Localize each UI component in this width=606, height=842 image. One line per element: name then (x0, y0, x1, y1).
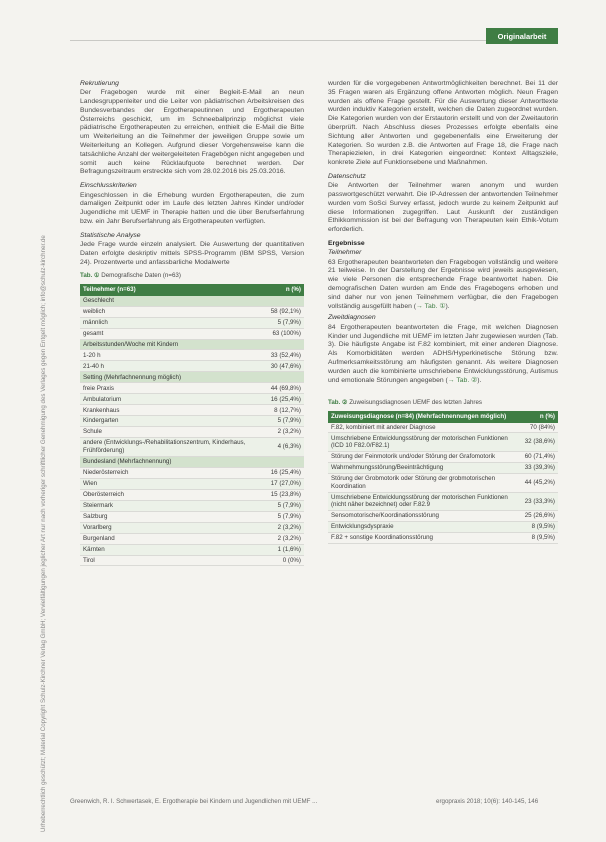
table-number: Tab. ① (80, 272, 100, 280)
section-text: Die Antworten der Teilnehmer waren anonym und wurden passwortgeschützt verwahrt. Die IP-Adressen der antwortenden Teilnehmer wurden vom SoSci Survey erfasst, jedoch wurde zu keinem Zeitpunkt auf diese Informationen zugegriffen. Laut Auskunft der zuständigen Ethikkommission ist bei der Befragung von Therapeuten kein Ethik-Votum erforderlich. (328, 182, 558, 234)
table-body (80, 296, 304, 566)
table-group-row (80, 372, 304, 383)
section-statistik (80, 232, 304, 268)
table-cell-label: Steiermark (80, 500, 268, 511)
table-cell-label: gesamt (80, 328, 268, 339)
table-cell-label: Entwicklungsdyspraxie (328, 522, 522, 533)
table-row (328, 511, 558, 522)
table-row (80, 306, 304, 317)
table-header-row (328, 411, 558, 422)
table-cell-label: Wahrnehmungsstörung/Beeinträchtigung (328, 463, 522, 474)
table-cell-value: 2 (3,2%) (268, 533, 304, 544)
table-cell-label: F.82, kombiniert mit anderer Diagnose (328, 423, 522, 433)
table-header-label: Teilnehmer (n=63) (80, 284, 268, 295)
table-cell-value: 1 (1,6%) (268, 544, 304, 555)
table-cell-value: 0 (0%) (268, 555, 304, 566)
section-title: Statistische Analyse (80, 231, 141, 239)
table-row (328, 473, 558, 492)
table-row (328, 423, 558, 433)
table-row (80, 350, 304, 361)
table-cell-value: 5 (7,9%) (268, 511, 304, 522)
table-cell-label: F.82 + sonstige Koordinationsstörung (328, 533, 522, 544)
table-row (80, 533, 304, 544)
table-cell-value: 17 (27,0%) (268, 478, 304, 489)
table-cell-value: 5 (7,9%) (268, 317, 304, 328)
section-continuation (328, 80, 558, 168)
section-ergebnisse (328, 240, 558, 385)
table-cell-value: 44 (69,8%) (268, 383, 304, 394)
footer-citation: Greenwich, R. I. Schwertasek, E. Ergotherapie bei Kindern und Jugendlichen mit UEMF ... (70, 798, 318, 805)
demographics-table (80, 272, 304, 566)
table-cell-label: Salzburg (80, 511, 268, 522)
table-row (328, 433, 558, 452)
table-row (80, 511, 304, 522)
table-cell-label: männlich (80, 317, 268, 328)
table-row (80, 427, 304, 438)
table-cell-label: Ambulatorium (80, 394, 268, 405)
text-span: ). (477, 376, 482, 384)
table-cell-label: Störung der Feinmotorik und/oder Störung der Grafomotorik (328, 452, 522, 463)
table-row (80, 544, 304, 555)
table-row (80, 383, 304, 394)
table-cell-label: 1-20 h (80, 350, 268, 361)
table-cell-value (268, 456, 304, 467)
section-text: wurden für die vorgegebenen Antwortmöglichkeiten berechnet. Bei 11 der 35 Fragen waren als Ergänzung offene Antworten möglich. Neun Fragen wurden als offene Frage gestellt. Für die Auswertung dieser Antworttexte wurden induktiv Kategorien erstellt, welchen die Daten zugeordnet wurden. Die Kategorien wurden von der Erstautorin erstellt und von der Zweitautorin überprüft. Nach Abschluss dieses Prozesses erfolgte ebenfalls eine Sichtung aller Antworten und gegebenenfalls eine Erweiterung der Kategorien. So wurden z.B. die Antworten auf Frage 18, die Frage nach Therapiezielen, in drei Kategorien eingeordnet: Kontext Alltagsziele, konkrete Ziele auf Funktionsebene und Maßnahmen. (328, 80, 558, 167)
table-row (80, 489, 304, 500)
table-row (80, 555, 304, 566)
table-cell-value: 16 (25,4%) (268, 467, 304, 478)
table-number: Tab. ② (328, 399, 348, 407)
table-cell-label: Umschriebene Entwicklungsstörung der motorischen Funktionen (ICD 10 F82.0/F82.1) (328, 433, 522, 452)
table-cell-label: Tirol (80, 555, 268, 566)
table-caption (328, 399, 558, 411)
copyright-side-note: Urheberrechtlich geschützt; Material Copyright Schulz-Kirchner Verlag GmbH; Vervielfältigungen jeglicher Art nur nach vorheriger schriftlicher Genehmigung des Verlages gegen Entgelt möglich; info@schulz-kirchner.de (40, 235, 47, 832)
table-row (80, 478, 304, 489)
table-row (80, 328, 304, 339)
table-cell-label: Wien (80, 478, 268, 489)
table-cell-label: andere (Entwicklungs-/Rehabilitationszentrum, Kinderhaus, Frühförderung) (80, 438, 268, 457)
table-row (80, 405, 304, 416)
table-cell-value: 15 (23,8%) (268, 489, 304, 500)
table-header-value: n (%) (522, 411, 558, 422)
table-cell-value: 5 (7,9%) (268, 500, 304, 511)
table-cell-value: 33 (52,4%) (268, 350, 304, 361)
text-span: 84 Ergotherapeuten beantworteten die Frage, mit welchen Diagnosen Kinder und Jugendliche mit UEMF im letzten Jahr zugewiesen wurden (Tab. 3). Die häufigste Angabe ist F.82 kombiniert, mit einer anderen Diagnose. Als Komorbiditäten werden ADHS/Hyperkinetische Störung bzw. Aufmerksamkeitsstörung am häufigsten genannt. Als weitere Diagnosen wurden auch die kombinierte umschriebene Entwicklungsstörung, Autismus und emotionale Störungen angegeben ( (328, 323, 558, 384)
table-cell-value: 63 (100%) (268, 328, 304, 339)
table-reference-link[interactable]: → Tab. ② (447, 376, 478, 384)
table-cell-value: 44 (45,2%) (522, 473, 558, 492)
table-reference-link[interactable]: → Tab. ① (416, 302, 446, 310)
table-cell-label: Oberösterreich (80, 489, 268, 500)
table-cell-label: weiblich (80, 306, 268, 317)
table-cell-value: 8 (12,7%) (268, 405, 304, 416)
table-header-row (80, 284, 304, 295)
table-cell-label: Bundesland (Mehrfachnennung) (80, 456, 268, 467)
table-caption-text: Zuweisungsdiagnosen UEMF des letzten Jahres (349, 399, 483, 407)
table-row (80, 394, 304, 405)
table-cell-label: freie Praxis (80, 383, 268, 394)
table-cell-label: Umschriebene Entwicklungsstörung der motorischen Funktionen (nicht näher bezeichnet) oder F.82.9 (328, 492, 522, 511)
table-cell-label: Vorarlberg (80, 522, 268, 533)
section-tab: Originalarbeit (486, 28, 558, 44)
section-datenschutz (328, 173, 558, 235)
subsection-title: Zweitdiagnosen (328, 314, 376, 322)
table-cell-value: 8 (9,5%) (522, 533, 558, 544)
table-cell-value: 5 (7,9%) (268, 416, 304, 427)
table-group-row (80, 296, 304, 306)
table-cell-label: Geschlecht (80, 296, 268, 306)
section-title: Datenschutz (328, 172, 366, 180)
table-row (328, 533, 558, 544)
table-cell-value: 32 (38,6%) (522, 433, 558, 452)
table-cell-value: 2 (3,2%) (268, 522, 304, 533)
left-column (80, 80, 304, 566)
table-row (328, 463, 558, 474)
section-title: Rekrutierung (80, 80, 119, 87)
table-row (80, 361, 304, 372)
table-row (80, 522, 304, 533)
table-body (328, 423, 558, 544)
section-text: Eingeschlossen in die Erhebung wurden Ergotherapeuten, die zum damaligen Zeitpunkt oder im Laufe des letzten Jahres Kinder und/oder Jugendliche mit UEMF in Therapie hatten und die über Berufserfahrung bzw. ein Jahr Berufserfahrung als Ergotherapeuten verfügten. (80, 191, 304, 225)
table-cell-value: 58 (92,1%) (268, 306, 304, 317)
table-group-row (80, 456, 304, 467)
table-cell-value: 4 (6,3%) (268, 438, 304, 457)
table-row (328, 452, 558, 463)
table-header-value: n (%) (268, 284, 304, 295)
section-text (328, 259, 558, 312)
table-cell-value: 8 (9,5%) (522, 522, 558, 533)
section-text: Jede Frage wurde einzeln analysiert. Die Auswertung der quantitativen Daten erfolgte deskriptiv mittels SPSS-Programm (IBM SPSS, Version 24). Prozentwerte und anfassbarliche Modalwerte (80, 241, 304, 266)
table-cell-label: Kindergarten (80, 416, 268, 427)
footer-journal: ergopraxis 2018; 10(6): 140-145, 146 (436, 798, 539, 805)
table-cell-label: Krankenhaus (80, 405, 268, 416)
table-cell-value: 30 (47,6%) (268, 361, 304, 372)
table-row (80, 416, 304, 427)
table-cell-value (268, 296, 304, 306)
table-cell-label: Sensomotorische/Koordinationsstörung (328, 511, 522, 522)
table-caption (80, 272, 304, 284)
subsection-title: Teilnehmer (328, 249, 362, 257)
table-cell-value: 25 (26,6%) (522, 511, 558, 522)
right-column (328, 80, 558, 544)
table-cell-value (268, 339, 304, 350)
table-cell-value: 33 (39,3%) (522, 463, 558, 474)
section-title: Einschlusskriterien (80, 182, 137, 190)
section-einschluss (80, 182, 304, 226)
table-cell-label: Störung der Grobmotorik oder Störung der grobmotorischen Koordination (328, 473, 522, 492)
table-row (80, 317, 304, 328)
table-cell-value: 60 (71,4%) (522, 452, 558, 463)
table-cell-label: Arbeitsstunden/Woche mit Kindern (80, 339, 268, 350)
header-rule (70, 40, 486, 41)
table-cell-value: 2 (3,2%) (268, 427, 304, 438)
text-span: ). (445, 302, 450, 310)
results-heading: Ergebnisse (328, 240, 365, 248)
table-row (328, 522, 558, 533)
section-text: Der Fragebogen wurde mit einer Begleit-E-Mail an neun Landesgruppenleiter und die Leiter von pädiatrischen Arbeitskreisen des Bundesverbandes der Ergotherapeutinnen und Ergotherapeuten Österreichs geschickt, um im Schneeballprinzip möglichst viele pädiatrische Ergotherapeuten zu erreichen, enthielt die E-Mail die Bitte um Weiterleitung an die Teilnehmer der jeweiligen Gruppe sowie um Weiterleitung an Kollegen. Aufgrund dieser Vorgehensweise kann die tatsächliche Anzahl der weitergeleiteten Fragebögen nicht angegeben und somit auch keine Rücklaufquote berechnet werden. Der Befragungszeitraum erstreckte sich vom 28.02.2016 bis 25.03.2016. (80, 89, 304, 176)
table-cell-value: 16 (25,4%) (268, 394, 304, 405)
table-cell-label: Schule (80, 427, 268, 438)
table-header-label: Zuweisungsdiagnose (n=84) (Mehrfachnennungen möglich) (328, 411, 522, 422)
table-row (80, 438, 304, 457)
table-row (80, 500, 304, 511)
table-cell-label: 21-40 h (80, 361, 268, 372)
table-row (80, 467, 304, 478)
table-cell-label: Kärnten (80, 544, 268, 555)
table-cell-value (268, 372, 304, 383)
table-row (328, 492, 558, 511)
table-cell-value: 70 (84%) (522, 423, 558, 433)
table-cell-value: 23 (33,3%) (522, 492, 558, 511)
section-text (328, 324, 558, 386)
table-cell-label: Setting (Mehrfachnennung möglich) (80, 372, 268, 383)
diagnoses-table (328, 399, 558, 544)
table-caption-text: Demografische Daten (n=63) (101, 272, 181, 280)
section-rekrutierung (80, 80, 304, 177)
table-group-row (80, 339, 304, 350)
table-cell-label: Burgenland (80, 533, 268, 544)
table-cell-label: Niederösterreich (80, 467, 268, 478)
text-span: 63 Ergotherapeuten beantworteten den Fragebogen vollständig und weitere 21 teilweise. In der Darstellung der Ergebnisse wird jeweils ausgewiesen, wie viele Personen die entsprechende Frage beantwortet haben. Die demografischen Daten wurden am Ende des Fragebogens erhoben und sind daher nur von jenen Teilnehmern verfügbar, die den Fragebogen vollständig ausgefüllt haben ( (328, 258, 558, 310)
